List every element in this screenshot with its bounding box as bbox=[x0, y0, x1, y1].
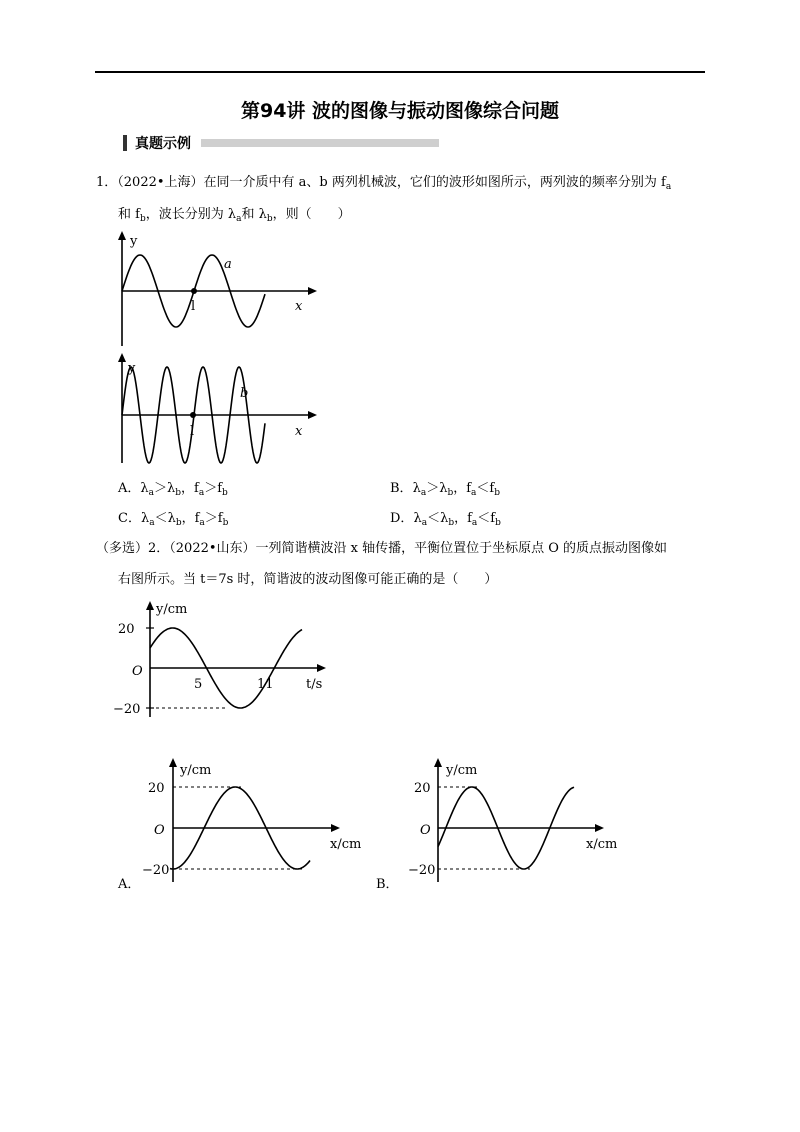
graph-a-tick-dot bbox=[191, 288, 197, 294]
graph-b-y-label: y bbox=[128, 361, 136, 376]
vib-y-pos-label: 20 bbox=[118, 622, 135, 637]
q2-option-b-label[interactable]: B． bbox=[376, 877, 399, 892]
graph-a-y-label: y bbox=[130, 234, 138, 249]
vib-x-label: t/s bbox=[306, 677, 323, 692]
q1-graph-a bbox=[100, 228, 340, 348]
graph-a-curve-label: a bbox=[224, 257, 232, 272]
section-marker bbox=[123, 135, 127, 151]
opt-a-x-label: x/cm bbox=[330, 837, 362, 852]
section-header bbox=[123, 133, 439, 153]
opt-b-origin-label: O bbox=[420, 823, 431, 838]
opt-a-y-neg-label: −20 bbox=[142, 863, 170, 878]
section-label: 真题示例 bbox=[135, 136, 191, 152]
graph-a-tick-label: l bbox=[191, 299, 196, 314]
graph-a-y-arrow bbox=[118, 231, 126, 240]
q1-option-d[interactable]: D．$\lambda_a<\lambda_b$，$f_a<f_b$ bbox=[390, 511, 501, 528]
vib-y-label: y/cm bbox=[156, 602, 188, 617]
q1-option-c[interactable]: C．$\lambda_a<\lambda_b$，$f_a>f_b$ bbox=[118, 511, 229, 528]
opt-b-y-neg-label: −20 bbox=[408, 863, 436, 878]
q2-stem-line2: 右图所示。当 t＝7s 时，简谐波的波动图像可能正确的是（ ） bbox=[118, 572, 498, 587]
graph-b-x-arrow bbox=[308, 411, 317, 419]
vib-y-neg-label: −20 bbox=[113, 702, 141, 717]
opt-a-y-label: y/cm bbox=[180, 763, 212, 778]
opt-a-x-arrow bbox=[331, 824, 340, 832]
q2-option-a-graph[interactable] bbox=[140, 750, 380, 885]
graph-b-curve-label: b bbox=[240, 386, 249, 401]
q2-vibration-graph bbox=[110, 595, 350, 720]
opt-a-y-pos-label: 20 bbox=[148, 781, 165, 796]
graph-a-x-label: x bbox=[295, 299, 303, 314]
vib-y-arrow bbox=[146, 601, 154, 610]
opt-b-x-label: x/cm bbox=[586, 837, 618, 852]
opt-b-y-label: y/cm bbox=[446, 763, 478, 778]
opt-b-y-arrow bbox=[434, 758, 442, 767]
q2-stem-line1: （多选）2．（2022•山东）一列简谐横波沿 x 轴传播，平衡位置位于坐标原点 O 的质点振动图像如 bbox=[96, 541, 668, 556]
graph-a-x-arrow bbox=[308, 287, 317, 295]
vib-x-arrow bbox=[317, 664, 326, 672]
graph-b-x-label: x bbox=[295, 424, 303, 439]
q2-option-a-label[interactable]: A． bbox=[118, 877, 141, 892]
header-rule bbox=[95, 71, 705, 73]
opt-b-x-arrow bbox=[595, 824, 604, 832]
page-title: 第94讲 波的图像与振动图像综合问题 bbox=[240, 100, 560, 122]
vib-tick-11-label: 11 bbox=[257, 677, 274, 692]
section-underline bbox=[201, 139, 439, 147]
q2-option-b-graph[interactable] bbox=[402, 750, 642, 885]
vib-origin-label: O bbox=[132, 664, 143, 679]
graph-b-tick-label: l bbox=[190, 424, 195, 439]
vib-tick-5-label: 5 bbox=[194, 677, 203, 692]
q1-option-a[interactable]: A．$\lambda_a>\lambda_b$，$f_a>f_b$ bbox=[118, 481, 228, 498]
q1-stem-line1: 1．（2022•上海）在同一介质中有 a、b 两列机械波，它们的波形如图所示，两列波的频率分别为 $f_a$ bbox=[96, 175, 672, 192]
graph-b-tick-dot bbox=[190, 412, 196, 418]
opt-a-origin-label: O bbox=[154, 823, 165, 838]
opt-b-y-pos-label: 20 bbox=[414, 781, 431, 796]
graph-b-y-arrow bbox=[118, 353, 126, 362]
q1-stem-line2: 和 $f_b$，波长分别为 $\lambda_a$和 $\lambda_b$，则（ ） bbox=[118, 207, 351, 224]
q1-graph-b bbox=[100, 348, 340, 468]
opt-a-y-arrow bbox=[169, 758, 177, 767]
q1-option-b[interactable]: B．$\lambda_a>\lambda_b$，$f_a<f_b$ bbox=[390, 481, 500, 498]
